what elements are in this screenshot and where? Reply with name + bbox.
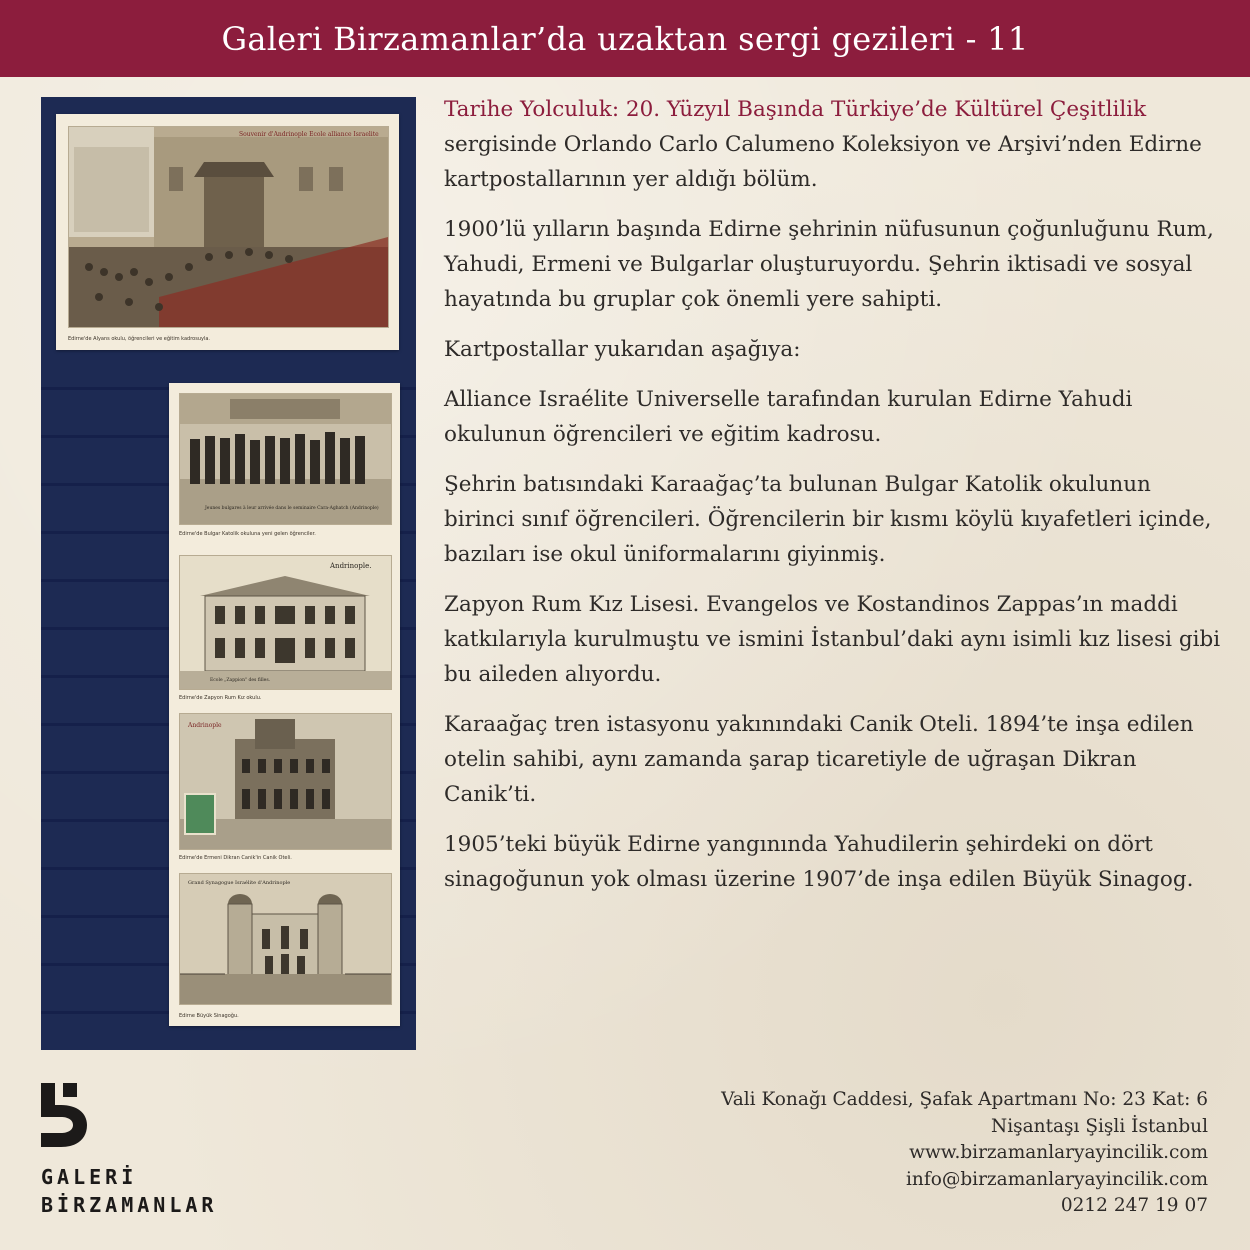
address-line-1: Vali Konağı Caddesi, Şafak Apartmanı No: 23 Kat: 6	[721, 1089, 1208, 1110]
postcard-bulgarian-students	[179, 393, 392, 525]
intro-paragraph	[444, 92, 1224, 197]
address-line-2: Nişantaşı Şişli İstanbul	[991, 1115, 1208, 1137]
postcard-canik-hotel	[179, 713, 392, 850]
postcard-title: Grand Synagogue Israélite d'Andrinople	[188, 880, 291, 886]
paragraph-alliance: Alliance Israélite Universelle tarafından kurulan Edirne Yahudi okulunun öğrencileri ve eğitim kadrosu.	[444, 387, 1133, 447]
postcard-alliance-school	[56, 114, 399, 350]
postcard-photo	[68, 126, 389, 328]
phone-number: 0212 247 19 07	[1060, 1195, 1208, 1216]
logo-wordmark	[41, 1163, 217, 1219]
postcard-strip	[169, 383, 400, 1026]
postcard-title: Andrinople.	[330, 562, 372, 570]
paragraph-postcards-heading: Kartpostallar yukarıdan aşağıya:	[444, 337, 801, 362]
postcard-subtitle: Ecole „Zappion" des filles.	[210, 678, 271, 683]
exhibition-title: Tarihe Yolculuk: 20. Yüzyıl Başında Türkiye’de Kültürel Çeşitlilik	[444, 97, 1147, 122]
postcard-caption: Edirne'de Alyans okulu, öğrencileri ve eğitim kadrosuyla.	[68, 336, 211, 342]
zappion-school-image	[180, 556, 391, 689]
postcard-title: Jeunes bulgares à leur arrivée dans le seminaire Cara-Aghatch (Andrinople)	[205, 506, 379, 511]
paragraph-zappion: Zapyon Rum Kız Lisesi. Evangelos ve Kostandinos Zappas’ın maddi katkılarıyla kurulmuştu ve ismini İstanbul’daki aynı isimli kız lisesi gibi bu aileden alıyordu.	[444, 592, 1221, 687]
intro-text: sergisinde Orlando Carlo Calumeno Koleksiyon ve Arşivi’nden Edirne kartpostallarının yer aldığı bölüm.	[444, 132, 1202, 192]
article-body	[444, 92, 1224, 912]
email-link[interactable]: info@birzamanlaryayincilik.com	[906, 1168, 1208, 1190]
contact-block	[721, 1087, 1208, 1220]
postcard-caption: Edirne'de Zapyon Rum Kız okulu.	[179, 695, 262, 701]
logo-line-2: BİRZAMANLAR	[41, 1193, 218, 1217]
postcard-title: Andrinople	[188, 722, 222, 729]
bulgarian-students-image	[180, 394, 391, 524]
paragraph-bulgarian-school: Şehrin batısındaki Karaağaç’ta bulunan Bulgar Katolik okulunun birinci sınıf öğrencileri. Öğrencilerin bir kısmı köylü kıyafetleri içinde, bazıları ise okul üniformalarını giyinmiş.	[444, 472, 1212, 567]
alliance-school-image	[69, 127, 388, 327]
canik-hotel-image	[180, 714, 391, 849]
paragraph-population: 1900’lü yılların başında Edirne şehrinin nüfusunun çoğunluğunu Rum, Yahudi, Ermeni ve Bulgarlar oluşturuyordu. Şehrin iktisadi ve sosyal hayatında bu gruplar çok önemli yere sahipti.	[444, 217, 1214, 312]
page-header	[0, 0, 1250, 77]
postcard-caption: Edirne'de Bulgar Katolik okuluna yeni gelen öğrenciler.	[179, 531, 316, 537]
synagogue-image	[180, 874, 391, 1004]
page-title: Galeri Birzamanlar’da uzaktan sergi gezileri - 11	[221, 19, 1029, 58]
postcard-caption: Edirne Büyük Sinagoğu.	[179, 1013, 239, 1019]
postcard-caption: Edirne'de Ermeni Dikran Canik'in Canik Oteli.	[179, 855, 292, 861]
paragraph-synagogue: 1905’teki büyük Edirne yangınında Yahudilerin şehirdeki on dört sinagoğunun yok olması üzerine 1907’de inşa edilen Büyük Sinagog.	[444, 832, 1194, 892]
postcard-zappion-school	[179, 555, 392, 690]
logo-line-1: GALERİ	[41, 1165, 138, 1189]
website-link[interactable]: www.birzamanlaryayincilik.com	[909, 1142, 1208, 1163]
postcard-synagogue	[179, 873, 392, 1005]
postcard-panel	[41, 97, 416, 1050]
paragraph-canik-hotel: Karaağaç tren istasyonu yakınındaki Canik Oteli. 1894’te inşa edilen otelin sahibi, aynı zamanda şarap ticaretiyle de uğraşan Dikran Canik’ti.	[444, 712, 1194, 807]
postcard-title: Souvenir d'Andrinople Ecole alliance Israelite	[239, 131, 379, 138]
galeri-birzamanlar-logo-icon	[41, 1083, 89, 1151]
